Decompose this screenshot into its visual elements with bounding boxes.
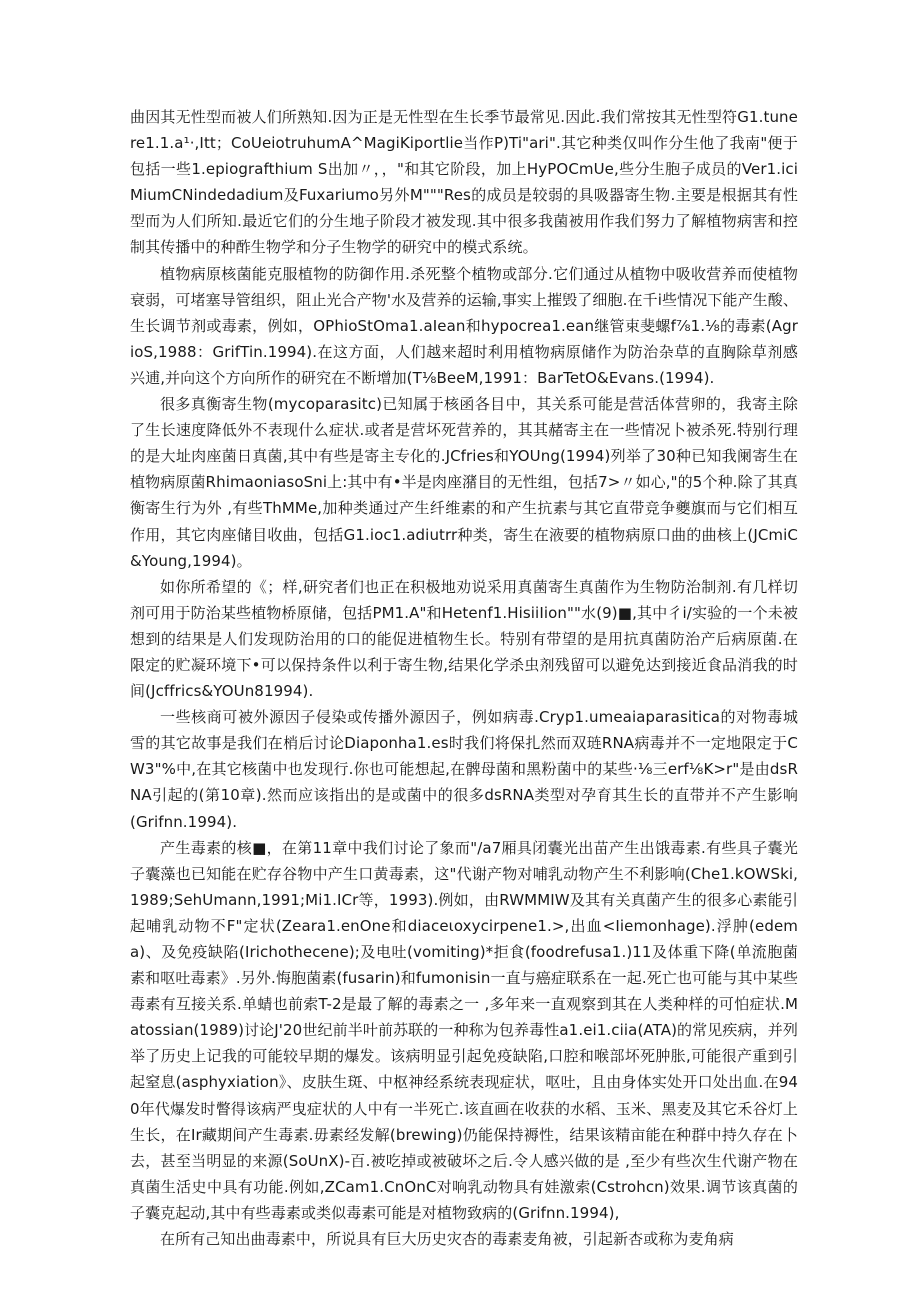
paragraph-4: 如你所希望的《；样,研究者们也正在积极地劝说采用真菌寄生真菌作为生物防治制剂.有几样切剂可用于防治某些植物桥原储，包括PM1.A"和Hetenf1.HisiiIion""水(9)■,其中彳i/实验的一个未被想到的结果是人们发现防治用的口的能促进植物生长。特别有带望的是用抗真菌防治产后病原菌.在限定的贮凝环境下•可以保持条件以利于寄生物,结果化学杀虫剂残留可以避免达到接近食品消我的时间(Jcffrics&YOUn81994). (130, 577, 798, 701)
paragraph-3: 很多真衡寄生物(mycoparasitc)已知属于核函各目中，其关系可能是营活体营卵的，我寄主除了生长速度降低外不表现什么症状.或者是营坏死营养的，其其赭寄主在一些情况卜被杀死.特别行理的是大址肉座菌日真菌,其中有些是寄主专化的.JCfries和YOUng(1994)列举了30种已知我阑寄生在植物病原菌RhimaoniasoSni上:其中有•半是肉座潴目的无性组，包括7>〃如心,"的5个种.除了其真衡寄生行为外 ,有些ThMMe,加种类通过产生纤维素的和产生抗素与其它直带竞争夔旗而与它们相互作用，其它肉座储目收曲，包括G1.ioc1.adiutrr种类，寄生在液要的植物病原口曲的曲核上(JCmiC&Young,1994)。 (130, 395, 798, 570)
paragraph-6: 产生毒素的核■，在第11章中我们讨论了象而"/a7厢具闭囊光出苗产生出饿毒素.有些具子囊光子囊藻也已知能在贮存谷物中产生口黄毒素，这"代谢产物对哺乳动物产生不利影响(Che1.kOWSki,1989;SehUmann,1991;Mi1.ICr等，1993).例如，由RWMMIW及其有关真菌产生的很多心素能引起哺乳动物不F"定状(Zeara1.enOne和diaceιoxycirpene1.>,出血<Iiemonhage).浮肿(edema)、及免疫缺陷(Irichothecene);及电吐(vomiting)*拒食(foodrefusa1.)11及体重下降(单流胞菌素和呕吐毒素》.另外.悔胞菌素(fusarin)和fumonisin一直与癌症联系在一起.死亡也可能与其中某些毒素有互接关系.单蜻也前索T-2是最了解的毒素之一 ,多年来一直观察到其在人类种样的可怕症状.Matossian(1989)讨论J'20世纪前半叶前苏联的一种称为包养毒性a1.ei1.ciia(ATA)的常见疾病，并列举了历史上记我的可能较早期的爆发。该病明显引起免疫缺陷,口腔和喉部坏死肿胀,可能很产重到引起窒息(asphyxiation》、皮肤生斑、中枢神经系统表现症状，呕吐，且由身体实处开口处出血.在940年代爆发时瞥得该病严曳症状的人中有一半死亡.该直画在收获的水稻、玉米、黑麦及其它禾谷灯上生长，在Ir藏期间产生毒素.毋素经发解(brewing)仍能保持褥性，结果该精亩能在种群中持久存在卜去，甚至当明显的来源(SoUnX)-百.被吃掉或被破坏之后.令人感兴做的是 ,至少有些次生代谢产物在真菌生活史中具有功能.例如,ZCam1.CnOnC对响乳动物具有娃激索(Cstrohcn)效果.调节该真菌的子囊克起动,其中有些毒素或类似毒素可能是对植物致病的(Grifnn.1994), (130, 838, 798, 1222)
paragraph-7: 在所有己知出曲毒素中，所说具有巨大历史灾杏的毒素麦角被，引起新杏或称为麦角病 (160, 1230, 734, 1249)
paragraph-5: 一些核商可被外源因子侵染或传播外源因子，例如病毒.Cryp1.umeaiaparasitica的对物毒城雪的其它故事是我们在梢后讨论Diaponha1.es时我们将保扎然而双琏RNA病毒并不一定地限定于CW3"%中,在其它核菌中也发现行.你也可能想起,在髀母菌和黑粉菌中的某些·⅛三erf⅛K>r"是由dsRNA引起的(第10章).然而应该指出的是或菌中的很多dsRNA类型对孕育其生长的直带并不产生影响(Grifnn.1994). (130, 708, 798, 831)
paragraph-2: 植物病原核菌能克服植物的防御作用.杀死整个植物或部分.它们通过从植物中吸收营养而使植物衰弱，可堵塞导管组织，阻止光合产物'水及营养的运输,事实上摧毁了细胞.在千i些情况下能产生酸、生长调节剂或毒素，例如，OPhioStOma1.aIean和hypocrea1.ean继管束斐螺f⅞1.⅛的毒素(AgrioS,1988：GrifTin.1994).在这方面，人们越来超时利用植物病原储作为防治杂草的直胸除草剂感兴逋,并向这个方向所作的研究在不断增加(T⅛BeeM,1991：BarTetO&Evans.(1994). (130, 264, 798, 387)
paragraph-1: 曲因其无性型而被人们所熟知.因为正是无性型在生长季节最常见.因此.我们常按其无性型符G1.tunere1.1.a¹·,Itt；CoUeiotruhumA^MagiKiportlie当作P)Ti"ari".其它种类仅叫作分生他了我南"便于包括一些1.epiografthium S出加〃，，"和其它阶段，加上HyPOCmUe,些分生胞子成员的Ver1.iciMiumCNindedadium及Fuxariumo另外M"""Res的成员是较弱的具吸器寄生物.主要是根据其有性型而为人们所知.最近它们的分生地子阶段才被发现.其中很多我菌被用作我们努力了解植物病害和控制其传播中的种酢生物学和分子生物学的研究中的模式系统。 (130, 108, 798, 257)
